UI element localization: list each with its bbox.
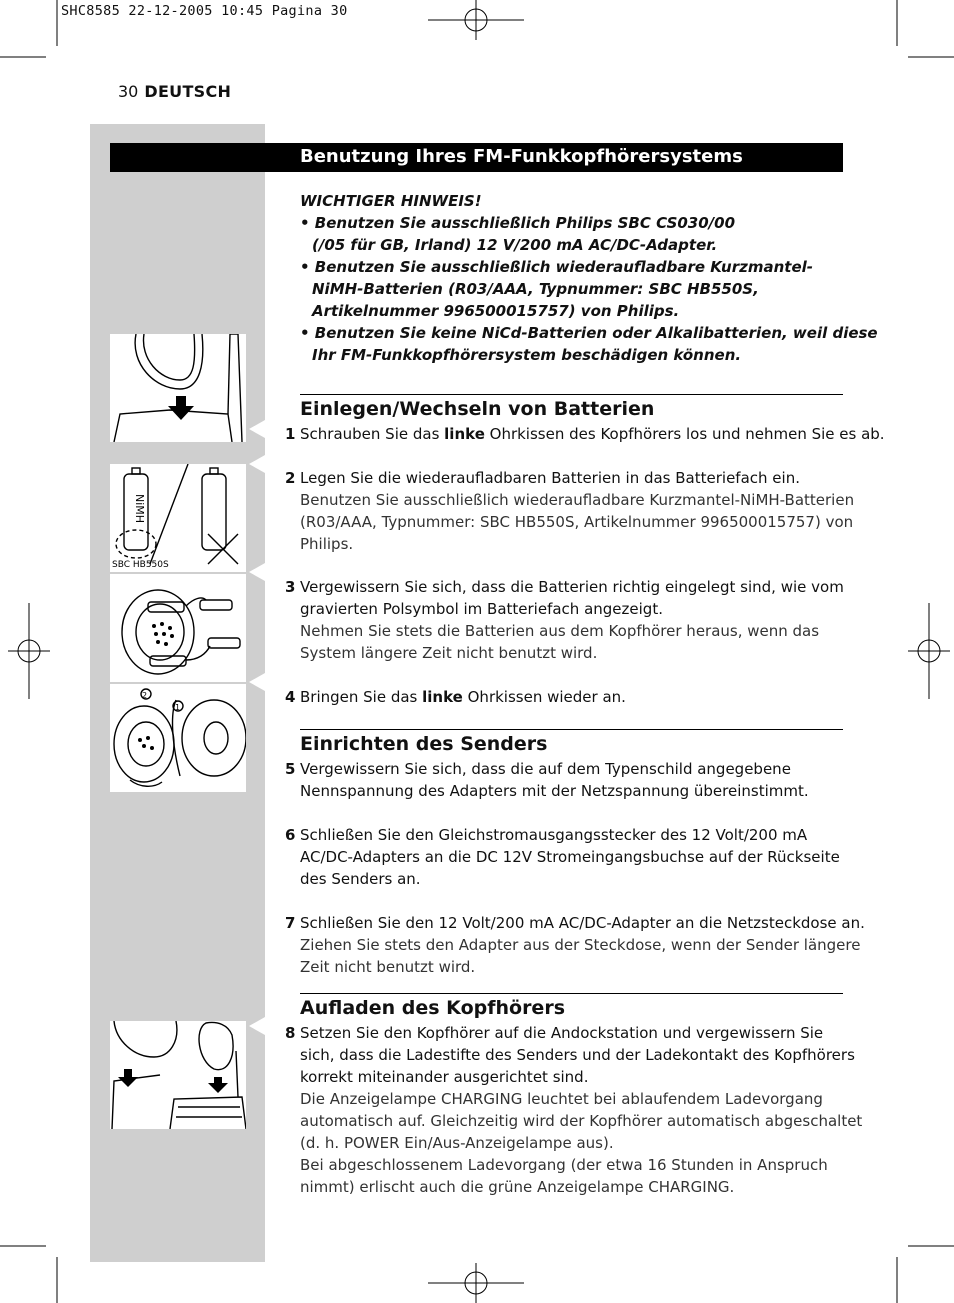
- page-number: 30: [118, 82, 139, 101]
- step-note: Bei abgeschlossenem Ladevorgang (der etwa 16 Stunden in Anspruch: [300, 1156, 828, 1174]
- step-5: [285, 758, 845, 802]
- notice-line: (/05 für GB, Irland) 12 V/200 mA AC/DC-Adapter.: [312, 236, 718, 254]
- step-text: Schließen Sie den 12 Volt/200 mA AC/DC-Adapter an die Netzsteckdose an.: [300, 914, 865, 932]
- pointer-triangle: [249, 420, 265, 438]
- step-number: 3: [285, 578, 296, 596]
- illustration-charging-dock: [110, 1021, 246, 1129]
- step-3: [285, 576, 845, 664]
- step-text-bold: linke: [422, 688, 463, 706]
- step-1: [285, 423, 885, 445]
- step-text: gravierten Polsymbol im Batteriefach angezeigt.: [300, 600, 663, 618]
- step-note: Nehmen Sie stets die Batterien aus dem Kopfhörer heraus, wenn das: [300, 622, 820, 640]
- illustration-remove-earcushion: [110, 334, 246, 442]
- notice-line: • Benutzen Sie ausschließlich wiederaufladbare Kurzmantel-: [300, 258, 813, 276]
- step-note: (d. h. POWER Ein/Aus-Anzeigelampe aus).: [300, 1134, 614, 1152]
- illustration-batteries: [110, 464, 246, 572]
- step-number: 1: [285, 425, 296, 443]
- step-number: 5: [285, 760, 296, 778]
- step-number: 2: [285, 469, 296, 487]
- step-text: des Senders an.: [300, 870, 421, 888]
- page-language: DEUTSCH: [144, 82, 232, 101]
- step-4: [285, 686, 845, 708]
- step-number: 7: [285, 914, 296, 932]
- step-text: AC/DC-Adapters an die DC 12V Stromeingangsbuchse auf der Rückseite: [300, 848, 840, 866]
- step-note: Zeit nicht benutzt wird.: [300, 958, 476, 976]
- step-note: System längere Zeit nicht benutzt wird.: [300, 644, 598, 662]
- step-text: Setzen Sie den Kopfhörer auf die Andockstation und vergewissern Sie: [300, 1024, 824, 1042]
- section-divider: [300, 394, 843, 395]
- step-6: [285, 824, 845, 890]
- section-heading-batteries: Einlegen/Wechseln von Batterien: [300, 398, 655, 420]
- step-note: (R03/AAA, Typnummer: SBC HB550S, Artikelnummer 996500015757) von: [300, 513, 854, 531]
- step-text: Schrauben Sie das: [300, 425, 445, 443]
- printer-slug: SHC8585 22-12-2005 10:45 Pagina 30: [61, 3, 348, 19]
- page-header: [118, 82, 231, 101]
- section-divider: [300, 993, 843, 994]
- step-text: Legen Sie die wiederaufladbaren Batterien in das Batteriefach ein.: [300, 469, 800, 487]
- step-note: Benutzen Sie ausschließlich wiederaufladbare Kurzmantel-NiMH-Batterien: [300, 491, 855, 509]
- notice-line: Ihr FM-Funkkopfhörersystem beschädigen können.: [312, 346, 742, 364]
- step-circle-2: 2: [142, 691, 148, 700]
- important-notice: [300, 190, 878, 366]
- step-note: nimmt) erlischt auch die grüne Anzeigelampe CHARGING.: [300, 1178, 735, 1196]
- step-text: Ohrkissen wieder an.: [462, 688, 626, 706]
- notice-line: NiMH-Batterien (R03/AAA, Typnummer: SBC HB550S,: [312, 280, 759, 298]
- step-text: Vergewissern Sie sich, dass die Batterien richtig eingelegt sind, wie vom: [300, 578, 844, 596]
- step-note: automatisch auf. Gleichzeitig wird der Kopfhörer automatisch abgeschaltet: [300, 1112, 863, 1130]
- step-circle-1: 1: [175, 703, 181, 712]
- step-number: 8: [285, 1024, 296, 1042]
- step-text: Schließen Sie den Gleichstromausgangsstecker des 12 Volt/200 mA: [300, 826, 808, 844]
- section-heading-transmitter: Einrichten des Senders: [300, 733, 548, 755]
- pointer-triangle: [249, 1017, 265, 1035]
- step-8: [285, 1022, 863, 1198]
- nimh-label: NiMH: [133, 494, 146, 524]
- step-note: Ziehen Sie stets den Adapter aus der Steckdose, wenn der Sender längere: [300, 936, 861, 954]
- step-text: sich, dass die Ladestifte des Senders und der Ladekontakt des Kopfhörers: [300, 1046, 855, 1064]
- step-text: Bringen Sie das: [300, 688, 423, 706]
- step-7: [285, 912, 865, 978]
- step-text-bold: linke: [444, 425, 485, 443]
- illustration-reattach-earcushion: [110, 684, 246, 792]
- notice-line: • Benutzen Sie ausschließlich Philips SBC CS030/00: [300, 214, 736, 232]
- step-number: 6: [285, 826, 296, 844]
- step-text: Vergewissern Sie sich, dass die auf dem Typenschild angegebene: [300, 760, 791, 778]
- pointer-triangle: [249, 673, 265, 691]
- notice-heading: WICHTIGER HINWEIS!: [300, 192, 482, 210]
- battery-type-label: SBC HB550S: [112, 560, 169, 570]
- step-note: Philips.: [300, 535, 354, 553]
- step-text: Ohrkissen des Kopfhörers los und nehmen Sie es ab.: [484, 425, 885, 443]
- pointer-triangle: [249, 563, 265, 581]
- title-bar: [110, 143, 843, 172]
- notice-line: Artikelnummer 996500015757) von Philips.: [312, 302, 680, 320]
- step-2: [285, 467, 855, 555]
- section-divider: [300, 729, 843, 730]
- step-note: Die Anzeigelampe CHARGING leuchtet bei ablaufendem Ladevorgang: [300, 1090, 823, 1108]
- step-text: korrekt miteinander ausgerichtet sind.: [300, 1068, 589, 1086]
- section-heading-charging: Aufladen des Kopfhörers: [300, 997, 565, 1019]
- pointer-triangle: [249, 455, 265, 473]
- illustration-battery-compartment: [110, 574, 246, 682]
- page-title: Benutzung Ihres FM-Funkkopfhörersystems: [300, 146, 743, 167]
- step-number: 4: [285, 688, 296, 706]
- notice-line: • Benutzen Sie keine NiCd-Batterien oder Alkalibatterien, weil diese: [300, 324, 878, 342]
- step-text: Nennspannung des Adapters mit der Netzspannung übereinstimmt.: [300, 782, 809, 800]
